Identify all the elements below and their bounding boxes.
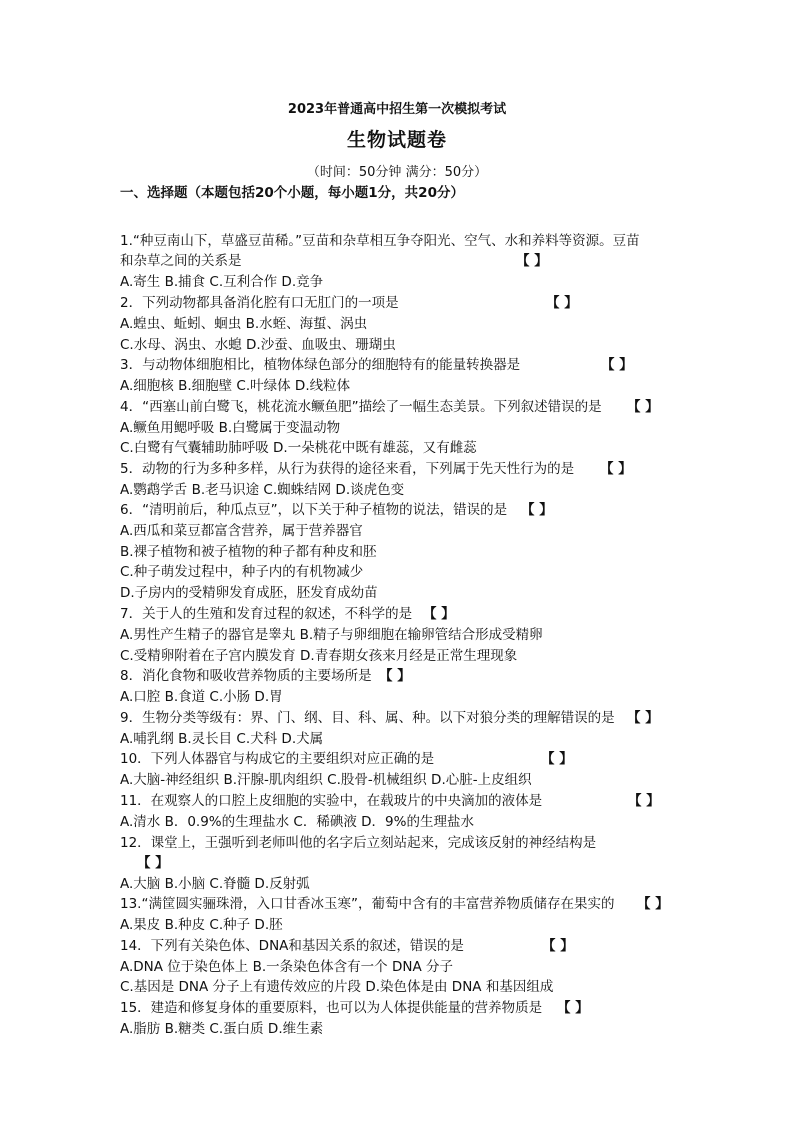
option-line: A.西瓜和菜豆都富含营养，属于营养器官 (120, 523, 363, 539)
answer-bracket: 【 】 (628, 793, 660, 809)
answer-bracket: 【 】 (627, 399, 659, 415)
option-line: A.DNA 位于染色体上 B.一条染色体含有一个 DNA 分子 (120, 959, 453, 975)
answer-bracket: 【 】 (379, 668, 411, 684)
option-line: A.鳜鱼用鳃呼吸 B.白鹭属于变温动物 (120, 420, 341, 436)
question-line: 15．建造和修复身体的重要原料，也可以为人体提供能量的营养物质是 (120, 1000, 543, 1016)
option-line: D.子房内的受精卵发育成胚，胚发育成幼苗 (120, 585, 378, 601)
question-line: 3．与动物体细胞相比，植物体绿色部分的细胞特有的能量转换器是 (120, 357, 521, 373)
answer-bracket: 【 】 (637, 896, 669, 912)
option-line: A.口腔 B.食道 C.小肠 D.胃 (120, 689, 283, 705)
option-line: A.蝗虫、蚯蚓、蛔虫 B.水蛭、海蜇、涡虫 (120, 316, 368, 332)
option-line: A.大脑-神经组织 B.汗腺-肌肉组织 C.股骨-机械组织 D.心脏-上皮组织 (120, 772, 532, 788)
option-line: A.哺乳纲 B.灵长目 C.犬科 D.犬属 (120, 731, 324, 747)
question-line: 2．下列动物都具备消化腔有口无肛门的一项是 (120, 295, 399, 311)
question-line: 6．“清明前后，种瓜点豆”，以下关于种子植物的说法，错误的是 (120, 502, 508, 518)
answer-bracket: 【 】 (516, 253, 548, 269)
answer-bracket: 【 】 (541, 751, 573, 767)
option-line: C.种子萌发过程中，种子内的有机物减少 (120, 564, 364, 580)
paper-title: 生物试题卷 (346, 129, 447, 151)
question-line: 14．下列有关染色体、DNA和基因关系的叙述，错误的是 (120, 938, 464, 954)
option-line: C.白鹭有气囊辅助肺呼吸 D.一朵桃花中既有雄蕊，又有雌蕊 (120, 440, 477, 456)
exam-title: 2023年普通高中招生第一次模拟考试 (287, 102, 507, 117)
question-line: 11．在观察人的口腔上皮细胞的实验中，在载玻片的中央滴加的液体是 (120, 793, 543, 809)
question-line: 10．下列人体器官与构成它的主要组织对应正确的是 (120, 751, 435, 767)
question-line: 8．消化食物和吸收营养物质的主要场所是 (120, 668, 372, 684)
option-line: A.寄生 B.捕食 C.互利合作 D.竞争 (120, 274, 324, 290)
question-line: 7．关于人的生殖和发育过程的叙述，不科学的是 (120, 606, 413, 622)
time-info: （时间：50分钟 满分：50分） (306, 165, 488, 180)
answer-bracket: 【 】 (601, 357, 633, 373)
answer-bracket: 【 】 (600, 461, 632, 477)
answer-bracket: 【 】 (423, 606, 455, 622)
option-line: A.细胞核 B.细胞壁 C.叶绿体 D.线粒体 (120, 378, 351, 394)
option-line: C.受精卵附着在子宫内膜发育 D.青春期女孩来月经是正常生理现象 (120, 648, 518, 664)
option-line: A.鹦鹉学舌 B.老马识途 C.蜘蛛结网 D.谈虎色变 (120, 482, 405, 498)
answer-bracket: 【 】 (627, 710, 659, 726)
option-line: A.果皮 B.种皮 C.种子 D.胚 (120, 917, 283, 933)
section-title: 一、选择题（本题包括20个小题，每小题1分，共20分） (120, 185, 464, 201)
option-line: B.裸子植物和被子植物的种子都有种皮和胚 (120, 544, 377, 560)
option-line: A.男性产生精子的器官是睾丸 B.精子与卵细胞在输卵管结合形成受精卵 (120, 627, 543, 643)
option-line: C.水母、涡虫、水螅 D.沙蚕、血吸虫、珊瑚虫 (120, 337, 396, 353)
answer-bracket: 【 】 (137, 855, 169, 871)
answer-bracket: 【 】 (542, 938, 574, 954)
option-line: C.基因是 DNA 分子上有遗传效应的片段 D.染色体是由 DNA 和基因组成 (120, 979, 554, 995)
question-line: 4．“西塞山前白鹭飞，桃花流水鳜鱼肥”描绘了一幅生态美景。下列叙述错误的是 (120, 399, 602, 415)
question-line: 和杂草之间的关系是 (120, 253, 242, 269)
answer-bracket: 【 】 (546, 295, 578, 311)
option-line: A.脂肪 B.糖类 C.蛋白质 D.维生素 (120, 1021, 324, 1037)
answer-bracket: 【 】 (557, 1000, 589, 1016)
question-line: 9．生物分类等级有：界、门、纲、目、科、属、种。以下对狼分类的理解错误的是 (120, 710, 615, 726)
question-line: 13.“满筐圆实骊珠滑，入口甘香冰玉寒”，葡萄中含有的丰富营养物质储存在果实的 (120, 896, 615, 912)
answer-bracket: 【 】 (521, 502, 553, 518)
option-line: A.大脑 B.小脑 C.脊髓 D.反射弧 (120, 876, 310, 892)
question-line: 1.“种豆南山下，草盛豆苗稀。”豆苗和杂草相互争夺阳光、空气、水和养料等资源。豆苗 (120, 233, 640, 249)
question-line: 5．动物的行为多种多样，从行为获得的途径来看，下列属于先天性行为的是 (120, 461, 575, 477)
question-line: 12．课堂上，王强听到老师叫他的名字后立刻站起来，完成该反射的神经结构是 (120, 835, 597, 851)
option-line: A.清水 B．0.9%的生理盐水 C．稀碘液 D．9%的生理盐水 (120, 814, 474, 830)
